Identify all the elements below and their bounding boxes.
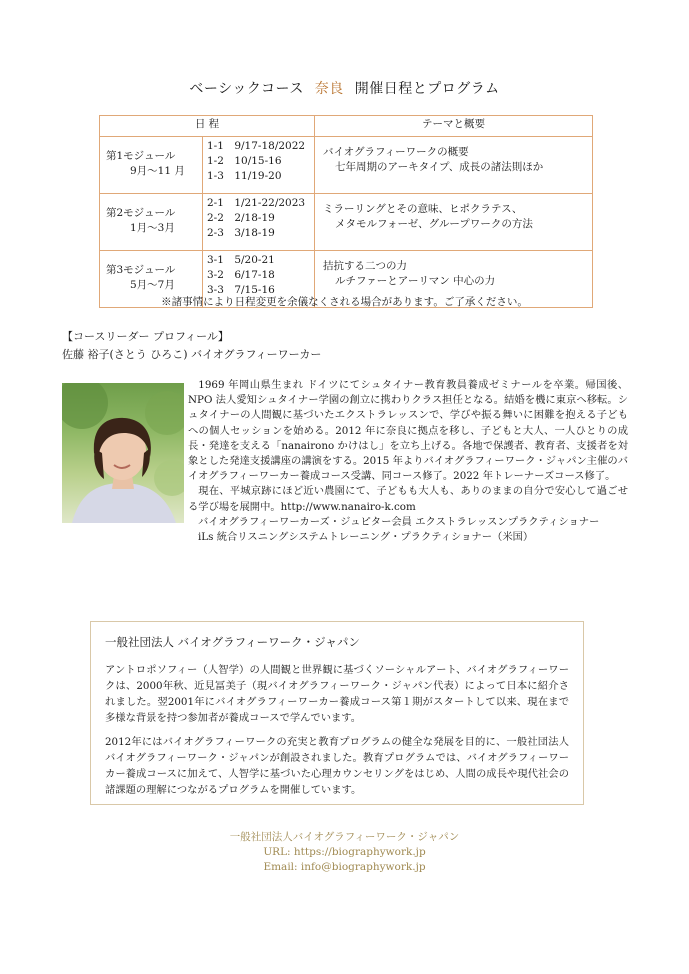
theme-detail: メタモルフォーゼ、グループワークの方法 [335, 218, 533, 230]
session-dates: 9/17-18/2022 [234, 140, 306, 152]
session-number: 1-3 [207, 170, 224, 182]
session-dates: 5/20-21 [234, 254, 275, 266]
session-number: 1-1 [207, 140, 224, 152]
session-number: 2-3 [207, 227, 224, 239]
organization-title: 一般社団法人 バイオグラフィーワーク・ジャパン [105, 635, 360, 649]
footer-url[interactable]: URL: https://biographywork.jp [263, 846, 426, 858]
organization-box [90, 621, 584, 805]
schedule-header-row [100, 116, 593, 137]
header-dates: 日 程 [100, 116, 315, 137]
organization-paragraph: アントロポソフィー（人智学）の人間観と世界観に基づくソーシャルアート、バイオグラフィーワークは、2000年秋、近見冨美子（現バイオグラフィーワーク・ジャパン代表）によって日本に紹介されました。翌2001年にバイオグラフィーワーカー養成コース第１期がスタートして以来、現在まで多様な背景を持つ参加者が養成コースで学んでいます。 [105, 664, 569, 724]
leader-photo [62, 383, 184, 523]
theme-title: バイオグラフィーワークの概要 [323, 146, 469, 158]
leader-name: 佐藤 裕子(さとう ひろこ) バイオグラフィーワーカー [62, 348, 322, 361]
page-title [0, 78, 689, 98]
session-number: 2-2 [207, 212, 224, 224]
theme-cell [315, 137, 593, 194]
session-row [207, 253, 310, 268]
theme-detail: ルチファーとアーリマン 中心の力 [335, 275, 496, 287]
leader-bio [188, 378, 628, 545]
footer [0, 830, 689, 875]
session-dates: 2/18-19 [234, 212, 275, 224]
theme-cell [315, 194, 593, 251]
session-row [207, 226, 310, 241]
session-dates: 3/18-19 [234, 227, 275, 239]
portrait-illustration [62, 383, 184, 523]
session-cell [203, 194, 315, 251]
module-period: 9月～11 月 [130, 165, 185, 177]
footer-org: 一般社団法人バイオグラフィーワーク・ジャパン [229, 831, 460, 843]
session-dates: 10/15-16 [234, 155, 282, 167]
session-row [207, 268, 310, 283]
module-row [100, 194, 593, 251]
session-dates: 6/17-18 [234, 269, 275, 281]
footer-email[interactable]: Email: info@biographywork.jp [263, 861, 426, 873]
theme-title: 拮抗する二つの力 [323, 260, 407, 272]
module-period: 1月～3月 [130, 222, 175, 234]
title-suffix: 開催日程とプログラム [354, 81, 500, 97]
schedule-note: ※諸事情により日程変更を余儀なくされる場合があります。ご了承ください。 [161, 296, 528, 308]
session-dates: 1/21-22/2023 [234, 197, 306, 209]
header-theme: テーマと概要 [315, 116, 593, 137]
module-row [100, 137, 593, 194]
bio-paragraph: 現在、平城京跡にほど近い農園にて、子どもも大人も、ありのままの自分で安心して過ごせる学び場を展開中。http://www.nanairo-k.com [188, 485, 628, 513]
theme-detail: 七年周期のアーキタイプ、成長の諸法則ほか [335, 161, 544, 173]
organization-paragraph: 2012年にはバイオグラフィーワークの充実と教育プログラムの健全な発展を目的に、一般社団法人バイオグラフィーワーク・ジャパンが創設されました。教育プログラムでは、バイオグラフィーワーカー養成コースに加えて、人智学に基づいた心理カウンセリングをはじめ、人間の成長や現代社会の諸課題の理解につながるプログラムを開催しています。 [105, 736, 569, 796]
module-name: 第3モジュール [106, 264, 176, 276]
session-row [207, 169, 310, 184]
session-row [207, 139, 310, 154]
session-number: 3-2 [207, 269, 224, 281]
module-period: 5月～7月 [130, 279, 175, 291]
schedule-table [99, 115, 593, 308]
session-dates: 7/15-16 [234, 284, 275, 296]
session-number: 1-2 [207, 155, 224, 167]
leader-heading: 【コースリーダー プロフィール】 [62, 330, 229, 343]
credential: iLs 統合リスニングシステムトレーニング・プラクティショナー（米国） [198, 531, 534, 544]
session-row [207, 211, 310, 226]
session-row [207, 154, 310, 169]
session-cell [203, 137, 315, 194]
bio-paragraph: 1969 年岡山県生まれ ドイツにてシュタイナー教育教員養成ゼミナールを卒業。帰国後、NPO 法人愛知シュタイナー学園の創立に携わりクラス担任となる。結婚を機に東京へ移転。シュタイナーの人間観に基づいたエクストラレッスンで、学びや振る舞いに困難を抱える子どもへの個人セッションを始める。2012 年に奈良に拠点を移し、子どもと大人、一人ひとりの成長・発達を支える「nanairono かけはし」を立ち上げる。各地で保護者、教育者、支援者を対象とした発達支援講座の講演をする。2015 年よりバイオグラフィーワーク・ジャパン主催のバイオグラフィーワーカー養成コース受講、同コース修了。2022 年トレーナーズコース修了。 [188, 379, 628, 483]
session-number: 2-1 [207, 197, 224, 209]
session-dates: 11/19-20 [234, 170, 282, 182]
module-name: 第1モジュール [106, 150, 176, 162]
session-number: 3-1 [207, 254, 224, 266]
session-row [207, 196, 310, 211]
session-number: 3-3 [207, 284, 224, 296]
module-name-cell [100, 137, 203, 194]
module-name: 第2モジュール [106, 207, 176, 219]
module-name-cell [100, 194, 203, 251]
title-location: 奈良 [314, 81, 344, 97]
credential: バイオグラフィーワーカーズ・ジュピター会員 エクストラレッスンプラクティショナー [198, 515, 600, 528]
theme-title: ミラーリングとその意味、ヒポクラテス、 [323, 203, 523, 215]
title-prefix: ベーシックコース [189, 81, 304, 97]
